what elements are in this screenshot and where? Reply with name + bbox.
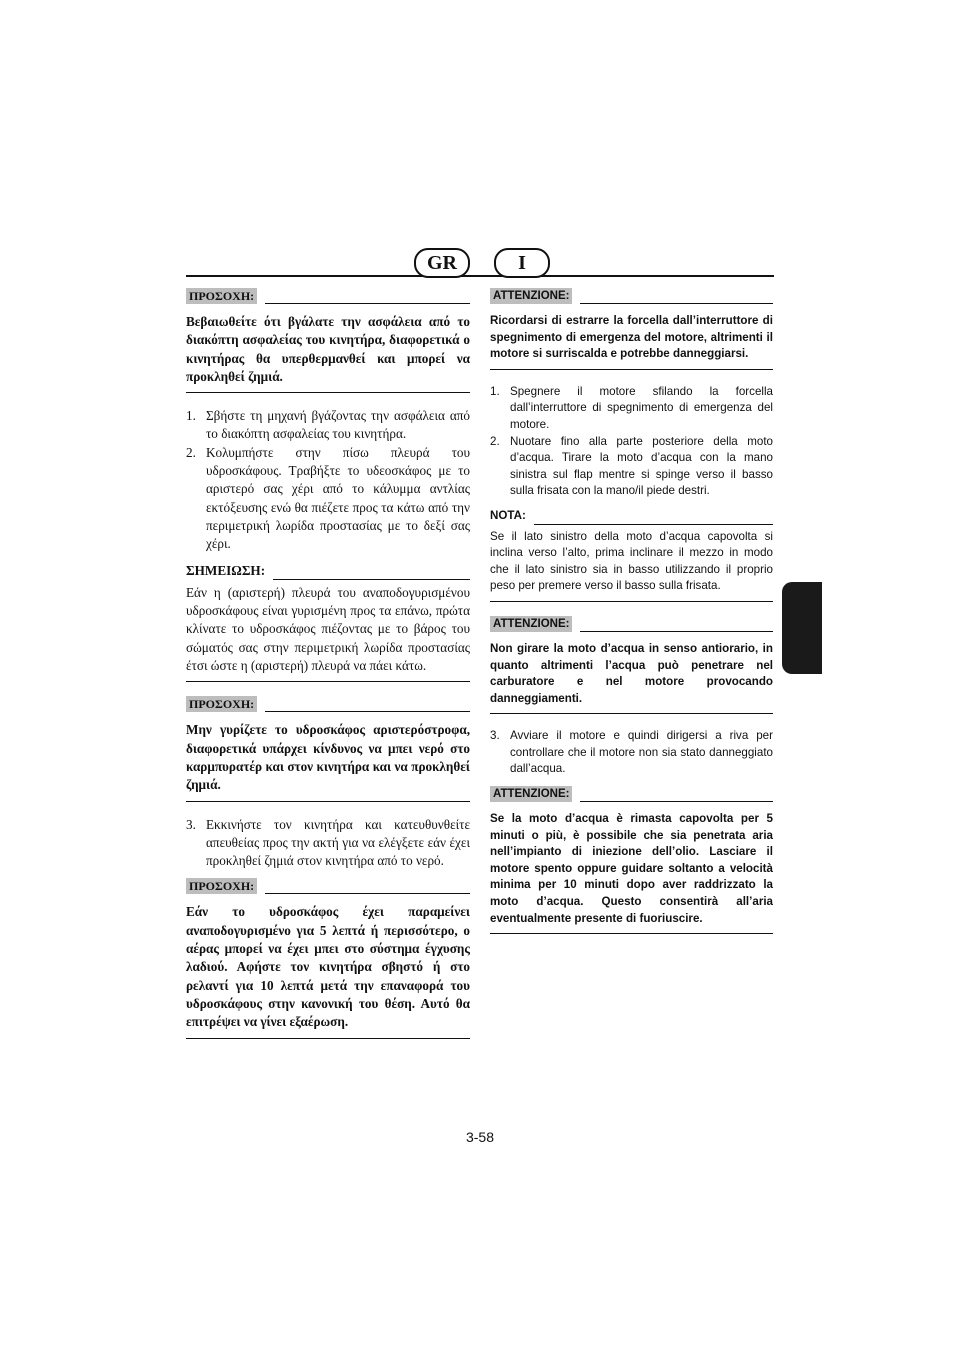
note-text: Se il lato sinistro della moto d’acqua capovolta si inclina verso l’alto, prima inclinare il mezzo in modo che il lato sinistro sia in basso utilizzando il proprio peso per premere verso il basso sulla frisata.: [490, 529, 773, 593]
greek-column: [186, 288, 470, 1053]
page-header: [186, 248, 774, 278]
page-number: 3-58: [465, 1129, 495, 1145]
gr-caution-2: [186, 696, 470, 801]
italian-column: [490, 288, 773, 948]
caution-text: Ricordarsi di estrarre la forcella dall’interruttore di spegnimento di emergenza del motore, altrimenti il motore si surriscalda e potrebbe danneggiarsi.: [490, 314, 773, 361]
chapter-thumb-tab: [782, 582, 822, 674]
list-item: 2. Κολυμπήστε στην πίσω πλευρά του υδροσκάφους. Τραβήξτε το υδεοσκάφος με το αριστερό σας χέρι από το κάλυμμα αντλίας εκτόξευσης ενώ θα πιέζετε προς τα κάτω από την περιμετρική λωρίδα προστασίας με το δεξί σας χέρι.: [186, 444, 470, 552]
language-badge-i: I: [494, 248, 550, 278]
caution-label: ΠΡΟΣΟΧΗ:: [186, 878, 257, 894]
it-caution-3: [490, 786, 773, 934]
caution-label: ATTENZIONE:: [490, 288, 572, 304]
note-text: Εάν η (αριστερή) πλευρά του αναποδογυρισμένου υδροσκάφους είναι γυρισμένη προς τα επάνω, πρώτα κλίνατε το υδροσκάφος πιέζοντας με το βάρος του σώματός σας στην περιμετρική λωρίδα προστασίας έτσι ώστε η (αριστερή) πλευρά να πάει κάτω.: [186, 584, 470, 674]
gr-caution-3: [186, 878, 470, 1038]
it-caution-2: [490, 616, 773, 714]
note-label: NOTA:: [490, 508, 526, 522]
it-steps-1-2: [490, 384, 773, 500]
list-item: 1. Spegnere il motore sfilando la forcella dall’interruttore di spegnimento di emergenza del motore.: [490, 384, 773, 431]
caution-label: ATTENZIONE:: [490, 616, 572, 632]
it-step-3: [490, 728, 773, 778]
gr-caution-1: [186, 288, 470, 393]
language-badge-gr: GR: [414, 248, 470, 278]
caution-text: Εάν το υδροσκάφος έχει παραμείνει αναποδογυρισμένο για 5 λεπτά ή περισσότερο, ο αέρας μπορεί να έχει μπει στο σύστημα έγχυσης λαδιού. Αφήστε τον κινητήρα σβηστό ή στο ρελαντί για 10 λεπτά μετά την επαναφορά του υδροσκάφους στην κανονική του θέση. Αυτό θα επιτρέψει να γίνει εξαέρωση.: [186, 904, 470, 1030]
it-note: [490, 508, 773, 602]
caution-label: ΠΡΟΣΟΧΗ:: [186, 288, 257, 304]
caution-label: ΠΡΟΣΟΧΗ:: [186, 696, 257, 712]
note-label: ΣΗΜΕΙΩΣΗ:: [186, 562, 266, 578]
list-item: 1. Σβήστε τη μηχανή βγάζοντας την ασφάλεια από το διακόπτη ασφαλείας του κινητήρα.: [186, 408, 470, 442]
it-caution-1: [490, 288, 773, 370]
caution-text: Βεβαιωθείτε ότι βγάλατε την ασφάλεια από το διακόπτη ασφαλείας του κινητήρα, διαφορετικά ο κινητήρας θα υπερθερμανθεί και μπορεί να προκληθεί ζημιά.: [186, 314, 470, 384]
gr-step-3: [186, 816, 470, 871]
list-item: 3. Εκκινήστε τον κινητήρα και κατευθυνθείτε απευθείας προς την ακτή για να ελέγξετε εάν έχει προκληθεί ζημιά στον κινητήρα από το νερό.: [186, 816, 470, 869]
gr-note: [186, 562, 470, 683]
list-item: 3. Avviare il motore e quindi dirigersi a riva per controllare che il motore non sia stato danneggiato dall’acqua.: [490, 729, 773, 776]
caution-text: Se la moto d’acqua è rimasta capovolta per 5 minuti o più, è possibile che sia penetrata aria nell’impianto di iniezione dell’olio. Lasciare il motore spento oppure guidare soltanto a velocità minima per 10 minuti dopo aver raddrizzato la moto d’acqua. Questo consentirà all’aria eventualmente presente di fuoriuscire.: [490, 812, 773, 925]
caution-text: Non girare la moto d’acqua in senso antiorario, in quanto altrimenti l’acqua può penetrare nel carburatore e nel motore provocando danneggiamenti.: [490, 641, 773, 705]
list-item: 2. Nuotare fino alla parte posteriore della moto d’acqua. Tirare la moto d’acqua con la mano sinistra sul flap mentre si spinge verso il basso sulla frisata con la mano/il piede destri.: [490, 434, 773, 498]
gr-steps-1-2: [186, 407, 470, 553]
caution-label: ATTENZIONE:: [490, 786, 572, 802]
header-rule: [186, 275, 774, 277]
caution-text: Μην γυρίζετε το υδροσκάφος αριστερόστροφα, διαφορετικά υπάρχει κίνδυνος να μπει νερό στο καρμπυρατέρ και στον κινητήρα και να προκληθεί ζημιά.: [186, 722, 470, 793]
